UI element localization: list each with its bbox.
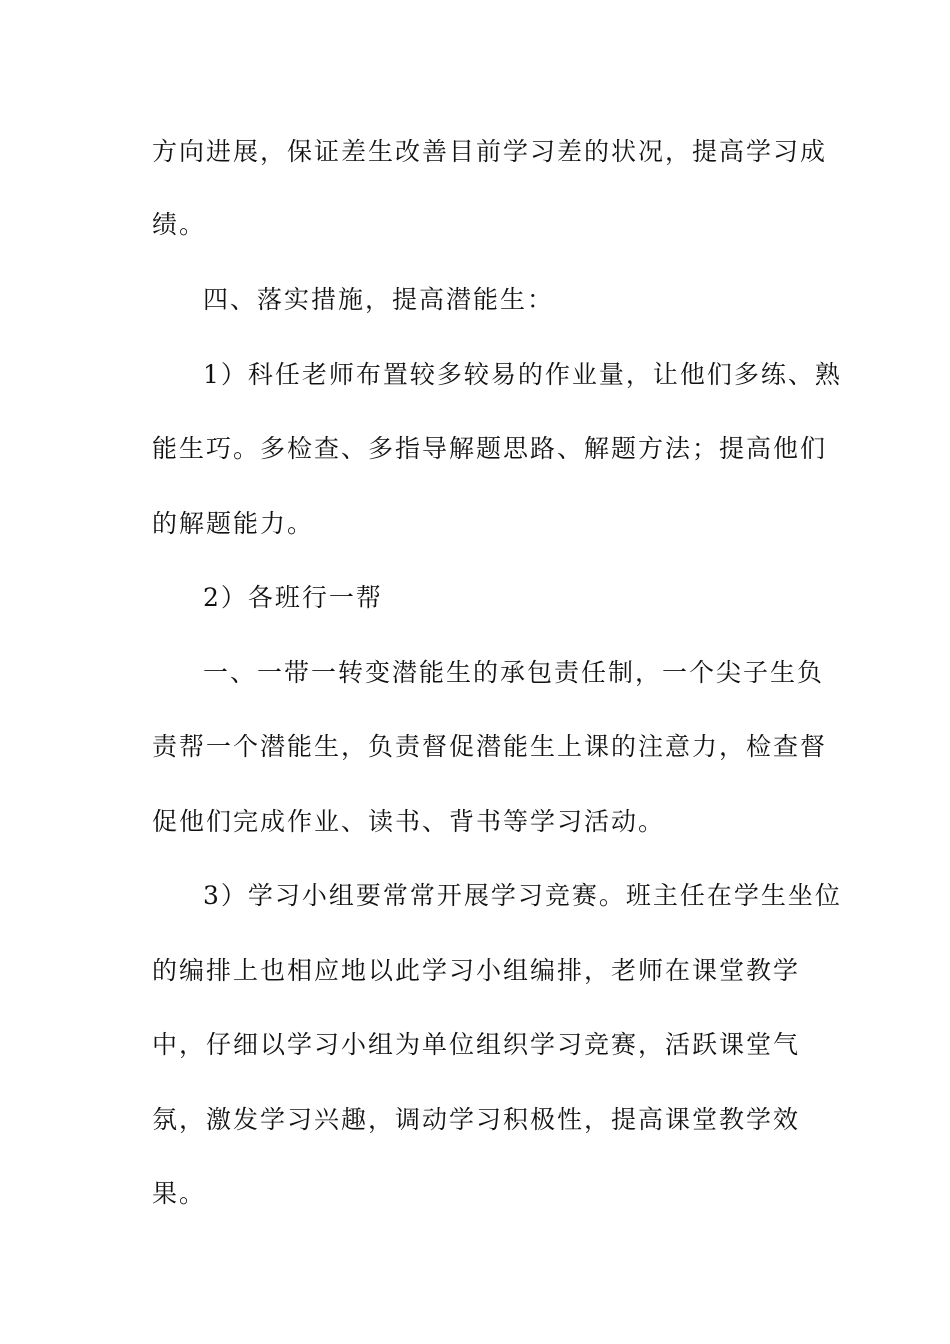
text-line: 的编排上也相应地以此学习小组编排，老师在课堂教学 xyxy=(152,956,801,985)
text-line: 氛，激发学习兴趣，调动学习积极性，提高课堂教学效 xyxy=(152,1105,801,1134)
text-line: 的解题能力。 xyxy=(152,509,315,538)
text-line: 促他们完成作业、读书、背书等学习活动。 xyxy=(152,807,666,836)
text-line: 绩。 xyxy=(152,210,207,239)
text-line: 方向进展，保证差生改善目前学习差的状况，提高学习成 xyxy=(152,137,828,166)
section-heading: 四、落实措施，提高潜能生： xyxy=(203,285,555,314)
text-line: 2）各班行一帮 xyxy=(203,583,383,612)
text-line: 一、一带一转变潜能生的承包责任制，一个尖子生负 xyxy=(203,658,825,687)
text-line: 3）学习小组要常常开展学习竞赛。班主任在学生坐位 xyxy=(203,881,842,910)
text-line: 果。 xyxy=(152,1179,207,1208)
text-line: 1）科任老师布置较多较易的作业量，让他们多练、熟 xyxy=(203,360,842,389)
text-line: 能生巧。多检查、多指导解题思路、解题方法；提高他们 xyxy=(152,434,828,463)
text-line: 中，仔细以学习小组为单位组织学习竞赛，活跃课堂气 xyxy=(152,1030,801,1059)
text-line: 责帮一个潜能生，负责督促潜能生上课的注意力，检查督 xyxy=(152,732,828,761)
